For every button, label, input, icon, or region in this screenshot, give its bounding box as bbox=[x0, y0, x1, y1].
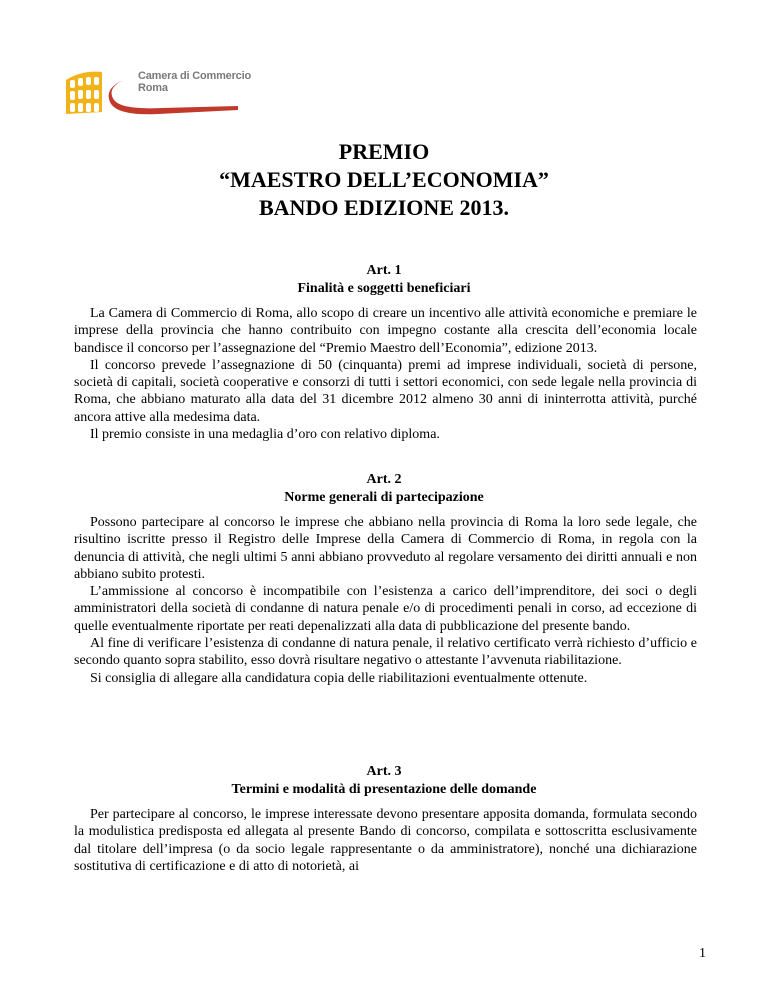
paragraph: L’ammissione al concorso è incompatibile con l’esistenza a carico dell’imprenditore, dei soci o degli amministratori della società di condanne di natura penale e/o di procedimenti penali in corso, ad eccezione di quelle eventualmente riportate per reati depenalizzati alla data di pubblicazione del presente bando. bbox=[74, 584, 697, 634]
title-line1: PREMIO bbox=[338, 139, 430, 164]
article-1-header bbox=[0, 262, 768, 298]
article-3-header bbox=[0, 763, 768, 799]
paragraph: Il premio consiste in una medaglia d’oro con relativo diploma. bbox=[90, 427, 440, 443]
paragraph: Al fine di verificare l’esistenza di condanne di natura penale, il relativo certificato verrà richiesto d’ufficio e secondo quanto sopra stabilito, esso dovrà risultare negativo o attestante l’avvenuta riabilitazione. bbox=[74, 636, 697, 669]
page-title bbox=[0, 138, 768, 222]
logo-line1: Camera di Commercio bbox=[138, 70, 251, 82]
article-number: Art. 1 bbox=[366, 263, 402, 278]
paragraph: Il concorso prevede l’assegnazione di 50 (cinquanta) premi ad imprese individuali, società di persone, società di capitali, società cooperative e consorzi di tutti i settori economici, con sede legale nella provincia di Roma, che abbiano maturato alla data del 31 dicembre 2012 almeno 30 anni di ininterrotta attività, purché ancora attive alla medesima data. bbox=[74, 357, 697, 425]
article-2-body bbox=[74, 514, 697, 687]
article-heading: Finalità e soggetti beneficiari bbox=[297, 281, 471, 296]
title-line3: BANDO EDIZIONE 2013. bbox=[259, 195, 509, 220]
article-heading: Termini e modalità di presentazione delle domande bbox=[231, 782, 537, 797]
article-3-body bbox=[74, 806, 697, 875]
paragraph: Si consiglia di allegare alla candidatura copia delle riabilitazioni eventualmente ottenute. bbox=[90, 670, 588, 686]
paragraph: Possono partecipare al concorso le imprese che abbiano nella provincia di Roma la loro sede legale, che risultino iscritte presso il Registro delle Imprese della Camera di Commercio di Roma, in regola con la denuncia di attività, che negli ultimi 5 anni abbiano provveduto al regolare versamento dei diritti annuali e non abbiano subito protesti. bbox=[74, 515, 697, 582]
logo-line2: Roma bbox=[138, 82, 168, 94]
paragraph: Per partecipare al concorso, le imprese interessate devono presentare apposita domanda, formulata secondo la modulistica predisposta ed allegata al presente Bando di concorso, compilata e sottoscritta esclusivamente dal titolare dell’impresa (o da socio legale rappresentante o da amministratore), nonché una dichiarazione sostitutiva di certificazione e di atto di notorietà, ai bbox=[74, 807, 697, 874]
title-line2: “MAESTRO DELL’ECONOMIA” bbox=[219, 167, 549, 192]
page-number: 1 bbox=[699, 946, 706, 961]
article-heading: Norme generali di partecipazione bbox=[284, 490, 484, 505]
article-number: Art. 2 bbox=[366, 472, 402, 487]
logo bbox=[62, 66, 252, 126]
logo-text bbox=[138, 70, 251, 94]
paragraph: La Camera di Commercio di Roma, allo scopo di creare un incentivo alle attività economiche e premiare le imprese della provincia che hanno contribuito con impegno costante alla crescita dell’economia locale bandisce il concorso per l’assegnazione del “Premio Maestro dell’Economia”, edizione 2013. bbox=[74, 306, 697, 356]
article-2-header bbox=[0, 471, 768, 507]
article-number: Art. 3 bbox=[366, 764, 402, 779]
article-1-body bbox=[74, 305, 697, 443]
